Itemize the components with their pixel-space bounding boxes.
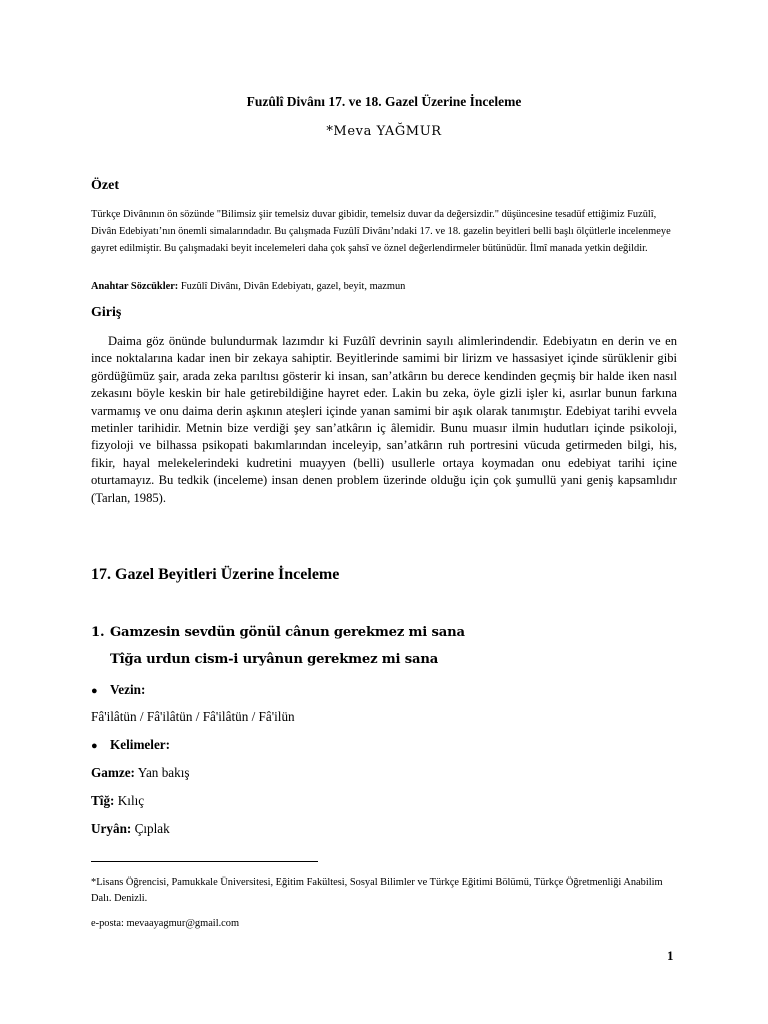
term-row	[91, 793, 144, 809]
footnote-text: *Lisans Öğrencisi, Pamukkale Üniversitesi, Eğitim Fakültesi, Sosyal Bilimler ve Türkçe Eğitimi Bölümü, Türkçe Öğretmenliği Anabilim Dalı. Denizli.	[91, 877, 663, 904]
abstract-text: Türkçe Divânının ön sözünde "Bilimsiz şiir temelsiz duvar gibidir, temelsiz duvar da değersizdir." düşüncesine tesadüf ettiğimiz Fuzûlî, Divân Edebiyatı’nın önemli simalarındadır. Bu çalışmada Fuzûlî Divânı’ndaki 17. ve 18. gazelin beyitleri belli başlı ölçütlerle incelenmeye gayret edilmiştir. Bu çalışmadaki beyit incelemeleri daha çok şahsî ve öznel değerlendirmeler bütünüdür. İlmî manada yetkin değildir.	[91, 209, 671, 255]
section-heading: 17. Gazel Beyitleri Üzerine İnceleme	[91, 566, 340, 583]
beyit-line-2: Tîğa urdun cism-i uryânun gerekmez mi sana	[110, 652, 439, 667]
term-meaning: Kılıç	[114, 793, 145, 808]
keywords-line	[91, 279, 677, 295]
paper-title: Fuzûlî Divânı 17. ve 18. Gazel Üzerine İnceleme	[246, 94, 522, 109]
term-word: Tîğ:	[91, 793, 115, 808]
intro-paragraph: Daima göz önünde bulundurmak lazımdır ki Fuzûlî devrinin sayılı alimlerindendir. Edebiyatın en derin ve en ince noktalarına kadar inen bir zekaya sahiptir. Beyitlerinde samimi bir lirizm ve hassasiyet içinde sürüklenir gibi gördüğümüz şair, arada zeka parıltısı gösterir ki insan, san’atkârın bu derece kendinden geçmiş bir halde iken nasıl zekasını böyle keskin bir hale getirebildiğine hayret eder. Lakin bu zeka, öyle gizli işler ki, asırlar bunun farkına varmamış ve onu daima derin aşkının ateşleri içinde yanan samimi bir aşık olarak tanımıştır. Edebiyat tarihi evvela metinler tarihidir. Metnin bize verdiği şey san’atkârın iç âlemidir. Bunu muasır ilmin hudutları içinde psikoloji, fizyoloji ve bilhassa psikopati bakımlarından inceleyip, san’atkârın ruh portresini vücuda getirmeden bilgi, his, fikir, hayal melekelerindeki kudretini muayyen (belli) usullerle ortaya koymadan onu edebiyat tarihi içine oturtamayız. Bu tedkik (inceleme) insan denen problem üzerinde olduğu için çok şumullü yani geniş kapsamlıdır (Tarlan, 1985).	[91, 334, 677, 505]
beyit-line-1-text: Gamzesin sevdün gönül cânun gerekmez mi sana	[110, 625, 465, 640]
kelimeler-label: Kelimeler:	[110, 737, 171, 752]
page-number: 1	[667, 948, 674, 963]
keywords-list: Fuzûlî Divânı, Divân Edebiyatı, gazel, beyit, mazmun	[178, 281, 406, 292]
keywords-label: Anahtar Sözcükler:	[91, 281, 179, 292]
term-row	[91, 765, 190, 781]
term-row	[91, 821, 170, 837]
kelimeler-bullet-item	[91, 737, 170, 753]
author-email: e-posta: mevaayagmur@gmail.com	[91, 918, 240, 929]
bullet-icon: ●	[91, 685, 98, 697]
term-word: Uryân:	[91, 821, 132, 836]
intro-heading: Giriş	[91, 305, 122, 320]
vezin-bullet-item	[91, 682, 145, 698]
beyit-line-1	[91, 625, 465, 640]
vezin-label: Vezin:	[110, 682, 146, 697]
term-meaning: Çıplak	[131, 821, 170, 836]
abstract-heading: Özet	[91, 178, 119, 193]
term-meaning: Yan bakış	[134, 765, 190, 780]
author-name: *Meva YAĞMUR	[326, 124, 442, 139]
bullet-icon: ●	[91, 740, 98, 752]
vezin-value: Fâ'ilâtün / Fâ'ilâtün / Fâ'ilâtün / Fâ'ilün	[91, 709, 295, 724]
footnote-divider	[91, 861, 318, 862]
beyit-number: 1.	[91, 625, 105, 640]
term-word: Gamze:	[91, 765, 135, 780]
